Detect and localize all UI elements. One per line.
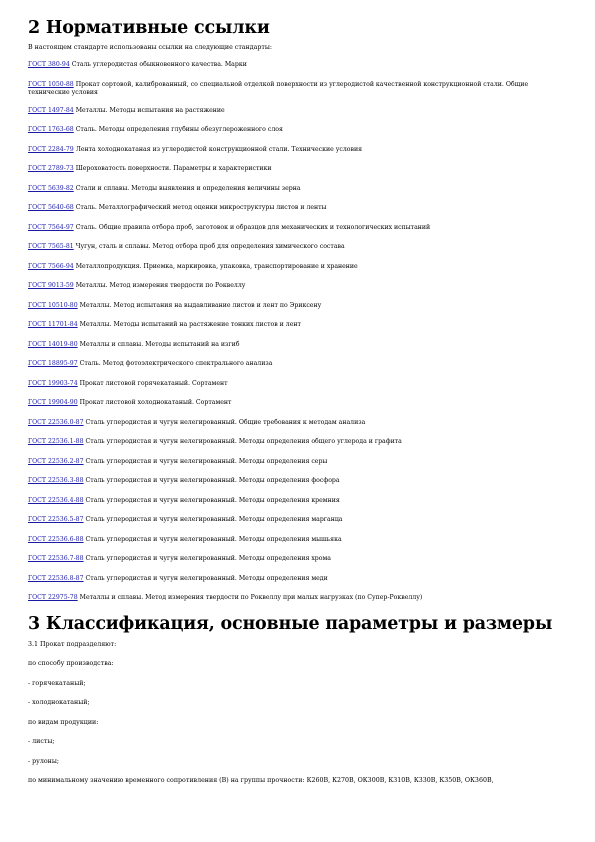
reference-standard-link[interactable]: ГОСТ 7564-97 bbox=[28, 223, 74, 231]
reference-item bbox=[28, 224, 563, 232]
reference-title: Сталь. Метод фотоэлектрического спектрального анализа bbox=[79, 360, 273, 367]
body-paragraph: - холоднокатаный; bbox=[28, 699, 90, 706]
reference-title: Сталь углеродистая обыкновенного качества. Марки bbox=[71, 61, 247, 68]
reference-standard-link[interactable]: ГОСТ 2789-73 bbox=[28, 165, 74, 172]
reference-item bbox=[28, 61, 563, 69]
reference-item bbox=[28, 575, 563, 583]
reference-standard-link[interactable]: ГОСТ 5640-68 bbox=[28, 204, 74, 211]
reference-title: Чугун, сталь и сплавы. Метод отбора проб для определения химического состава bbox=[75, 243, 345, 250]
reference-item bbox=[28, 360, 563, 368]
reference-standard-link[interactable]: ГОСТ 22536.0-87 bbox=[28, 418, 84, 426]
reference-title: Сталь углеродистая и чугун нелегированный. Методы определения марганца bbox=[85, 516, 343, 523]
body-paragraph: - листы; bbox=[28, 738, 55, 745]
reference-list bbox=[28, 61, 563, 602]
reference-title: Металлы. Методы испытания на растяжение bbox=[75, 106, 225, 114]
reference-standard-link[interactable]: ГОСТ 11701-84 bbox=[28, 321, 78, 328]
reference-item bbox=[28, 458, 563, 466]
reference-item bbox=[28, 81, 563, 97]
reference-standard-link[interactable]: ГОСТ 2284-79 bbox=[28, 145, 74, 153]
section-3-heading: 3 Классификация, основные параметры и размеры bbox=[28, 613, 553, 634]
section-2-intro: В настоящем стандарте использованы ссылки на следующие стандарты: bbox=[28, 44, 273, 51]
reference-item bbox=[28, 380, 563, 388]
reference-item bbox=[28, 107, 563, 115]
reference-standard-link[interactable]: ГОСТ 9013-59 bbox=[28, 282, 74, 289]
reference-item bbox=[28, 243, 563, 251]
reference-item bbox=[28, 555, 563, 563]
body-paragraph: по видам продукции: bbox=[28, 718, 99, 726]
reference-standard-link[interactable]: ГОСТ 19904-90 bbox=[28, 399, 78, 406]
reference-standard-link[interactable]: ГОСТ 5639-82 bbox=[28, 184, 74, 192]
reference-title: Сталь углеродистая и чугун нелегированный. Методы определения мышьяка bbox=[85, 535, 342, 543]
reference-title: Сталь углеродистая и чугун нелегированный. Методы определения меди bbox=[85, 574, 328, 582]
reference-standard-link[interactable]: ГОСТ 22536.8-87 bbox=[28, 574, 84, 582]
body-paragraph: по минимальному значению временного сопротивления (В) на группы прочности: К260В, К270В, ОК300В, К310В, К330В, К350В, ОК360В, bbox=[28, 777, 494, 784]
section-3-body bbox=[28, 641, 563, 786]
reference-title: Сталь. Металлографический метод оценки микроструктуры листов и ленты bbox=[75, 204, 327, 211]
reference-item bbox=[28, 126, 563, 134]
reference-item bbox=[28, 146, 563, 154]
reference-title: Прокат сортовой, калиброванный, со специальной отделкой поверхности из углеродистой качественной конструкционной стали. Общие технические условия bbox=[28, 80, 529, 96]
reference-standard-link[interactable]: ГОСТ 22536.1-88 bbox=[28, 438, 84, 445]
reference-title: Шероховатость поверхности. Параметры и характеристики bbox=[75, 165, 272, 172]
reference-standard-link[interactable]: ГОСТ 1497-84 bbox=[28, 106, 74, 114]
reference-standard-link[interactable]: ГОСТ 22536.3-88 bbox=[28, 477, 84, 484]
reference-standard-link[interactable]: ГОСТ 22536.2-87 bbox=[28, 457, 84, 465]
reference-item bbox=[28, 516, 563, 524]
reference-item bbox=[28, 477, 563, 485]
reference-title: Металлы и сплавы. Методы испытаний на изгиб bbox=[79, 340, 240, 348]
body-paragraph: - рулоны; bbox=[28, 757, 59, 765]
reference-item bbox=[28, 204, 563, 212]
reference-item bbox=[28, 497, 563, 505]
reference-standard-link[interactable]: ГОСТ 22536.6-88 bbox=[28, 535, 84, 543]
reference-title: Сталь. Методы определения глубины обезуглероженного слоя bbox=[75, 126, 283, 133]
reference-title: Сталь углеродистая и чугун нелегированный. Методы определения кремния bbox=[85, 496, 340, 504]
body-paragraph: - горячекатаный; bbox=[28, 679, 86, 687]
reference-title: Сталь углеродистая и чугун нелегированный. Методы определения хрома bbox=[85, 555, 331, 562]
reference-item bbox=[28, 321, 563, 329]
reference-standard-link[interactable]: ГОСТ 18895-97 bbox=[28, 360, 78, 367]
reference-title: Сталь углеродистая и чугун нелегированный. Методы определения фосфора bbox=[85, 477, 340, 484]
reference-title: Сталь углеродистая и чугун нелегированный. Методы определения серы bbox=[85, 457, 328, 465]
reference-standard-link[interactable]: ГОСТ 10510-80 bbox=[28, 301, 78, 309]
reference-standard-link[interactable]: ГОСТ 380-94 bbox=[28, 61, 70, 68]
reference-title: Металлопродукция. Приемка, маркировка, упаковка, транспортирование и хранение bbox=[75, 262, 358, 270]
reference-item bbox=[28, 419, 563, 427]
reference-title: Лента холоднокатаная из углеродистой конструкционной стали. Технические условия bbox=[75, 145, 363, 153]
reference-standard-link[interactable]: ГОСТ 7565-81 bbox=[28, 243, 74, 250]
reference-item bbox=[28, 341, 563, 349]
reference-standard-link[interactable]: ГОСТ 7566-94 bbox=[28, 262, 74, 270]
reference-item bbox=[28, 594, 563, 602]
section-2-heading: 2 Нормативные ссылки bbox=[28, 18, 270, 38]
reference-standard-link[interactable]: ГОСТ 1050-88 bbox=[28, 80, 74, 88]
reference-standard-link[interactable]: ГОСТ 22536.4-88 bbox=[28, 496, 84, 504]
reference-title: Металлы и сплавы. Метод измерения твердости по Роквеллу при малых нагрузках (по Супер-Роквеллу) bbox=[79, 594, 423, 601]
reference-title: Металлы. Методы испытаний на растяжение тонких листов и лент bbox=[79, 321, 301, 328]
reference-item bbox=[28, 438, 563, 446]
reference-standard-link[interactable]: ГОСТ 22975-78 bbox=[28, 594, 78, 601]
reference-title: Сталь углеродистая и чугун нелегированный. Общие требования к методам анализа bbox=[85, 418, 366, 426]
reference-item bbox=[28, 536, 563, 544]
reference-standard-link[interactable]: ГОСТ 22536.7-88 bbox=[28, 555, 84, 562]
reference-item bbox=[28, 302, 563, 310]
reference-standard-link[interactable]: ГОСТ 22536.5-87 bbox=[28, 516, 84, 523]
reference-title: Стали и сплавы. Методы выявления и определения величины зерна bbox=[75, 184, 301, 192]
reference-item bbox=[28, 165, 563, 173]
reference-item bbox=[28, 399, 563, 407]
reference-title: Металлы. Метод измерения твердости по Роквеллу bbox=[75, 282, 246, 289]
reference-standard-link[interactable]: ГОСТ 14019-80 bbox=[28, 340, 78, 348]
reference-standard-link[interactable]: ГОСТ 19903-74 bbox=[28, 379, 78, 387]
reference-item bbox=[28, 263, 563, 271]
reference-item bbox=[28, 185, 563, 193]
reference-title: Сталь. Общие правила отбора проб, заготовок и образцов для механических и технологических испытаний bbox=[75, 223, 431, 231]
reference-title: Металлы. Метод испытания на выдавливание листов и лент по Эриксену bbox=[79, 301, 322, 309]
reference-title: Сталь углеродистая и чугун нелегированный. Методы определения общего углерода и графита bbox=[85, 438, 402, 445]
body-paragraph: 3.1 Прокат подразделяют: bbox=[28, 640, 117, 648]
reference-title: Прокат листовой холоднокатаный. Сортамент bbox=[79, 399, 232, 406]
reference-title: Прокат листовой горячекатаный. Сортамент bbox=[79, 379, 228, 387]
body-paragraph: по способу производства: bbox=[28, 660, 114, 667]
reference-standard-link[interactable]: ГОСТ 1763-68 bbox=[28, 126, 74, 133]
reference-item bbox=[28, 282, 563, 290]
